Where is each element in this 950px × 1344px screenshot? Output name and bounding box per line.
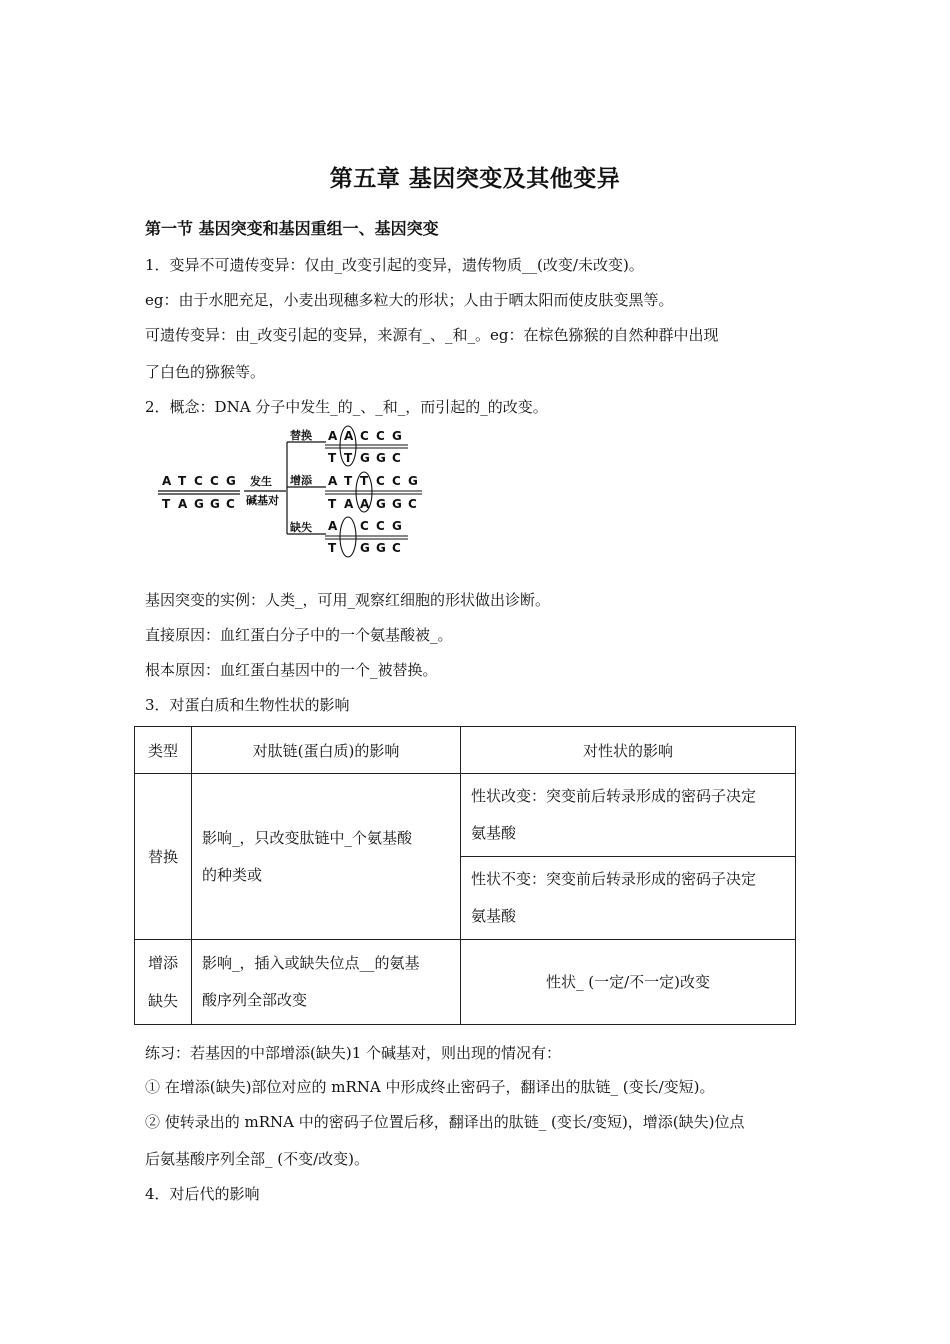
arrow-label: 碱基对 bbox=[246, 494, 279, 507]
base-letter: A bbox=[344, 497, 354, 511]
table-cell-trait: 性状_ (一定/不一定)改变 bbox=[461, 940, 796, 1025]
base-letter: T bbox=[360, 474, 369, 488]
mutation-diagram bbox=[150, 424, 430, 558]
cell-line: 氨基酸 bbox=[471, 907, 517, 925]
cell-line: 氨基酸 bbox=[471, 824, 517, 842]
branch-label: 替换 bbox=[290, 429, 312, 442]
text-line: 可遗传变异：由_改变引起的变异，来源有_、_和_。eg：在棕色猕猴的自然种群中出现 bbox=[145, 326, 719, 344]
base-letter: G bbox=[376, 541, 386, 555]
table-cell-trait bbox=[461, 857, 796, 940]
section-title: 第一节 基因突变和基因重组一、基因突变 bbox=[145, 219, 439, 238]
base-letter: A bbox=[328, 429, 338, 443]
base-letter: A bbox=[328, 519, 338, 533]
cell-line: 影响_，只改变肽链中_个氨基酸 bbox=[202, 828, 413, 847]
base-letter: C bbox=[392, 451, 401, 465]
cell-line: 缺失 bbox=[147, 992, 178, 1010]
base-letter: C bbox=[360, 429, 369, 443]
table-cell-trait bbox=[461, 774, 796, 857]
base-letter: T bbox=[344, 451, 353, 465]
chapter-title: 第五章 基因突变及其他变异 bbox=[329, 166, 621, 192]
table-header: 对肽链(蛋白质)的影响 bbox=[192, 727, 461, 774]
base-letter: G bbox=[194, 497, 204, 511]
base-letter: A bbox=[344, 429, 354, 443]
table-cell-chain bbox=[192, 940, 461, 1025]
base-letter: C bbox=[376, 474, 385, 488]
base-letter: C bbox=[408, 497, 417, 511]
text-line: 练习：若基因的中部增添(缺失)1 个碱基对，则出现的情况有： bbox=[145, 1044, 562, 1062]
arrow-label: 发生 bbox=[250, 475, 272, 488]
text-line: 直接原因：血红蛋白分子中的一个氨基酸被_。 bbox=[145, 626, 453, 644]
base-letter: T bbox=[328, 497, 337, 511]
base-letter: G bbox=[376, 451, 386, 465]
table-cell-chain bbox=[192, 774, 461, 940]
text-line: 后氨基酸序列全部_ (不变/改变)。 bbox=[145, 1150, 370, 1168]
table-row bbox=[135, 774, 796, 857]
base-letter: C bbox=[226, 497, 235, 511]
base-letter: T bbox=[178, 474, 187, 488]
cell-line: 性状不变：突变前后转录形成的密码子决定 bbox=[471, 870, 757, 888]
base-letter: A bbox=[360, 497, 370, 511]
base-letter: G bbox=[360, 541, 370, 555]
base-letter: C bbox=[376, 429, 385, 443]
base-letter: G bbox=[210, 497, 220, 511]
cell-line: 性状改变：突变前后转录形成的密码子决定 bbox=[471, 787, 757, 805]
text-line: 2．概念：DNA 分子中发生_的_、_和_，而引起的_的改变。 bbox=[145, 398, 548, 416]
text-line: 根本原因：血红蛋白基因中的一个_被替换。 bbox=[145, 661, 438, 679]
table-header: 对性状的影响 bbox=[461, 727, 796, 774]
mutation-circle bbox=[340, 517, 356, 557]
text-line: eg：由于水肥充足，小麦出现穗多粒大的形状；人由于晒太阳而使皮肤变黑等。 bbox=[145, 291, 674, 309]
base-letter: C bbox=[392, 474, 401, 488]
base-letter: T bbox=[328, 451, 337, 465]
base-letter: G bbox=[392, 497, 402, 511]
base-letter: G bbox=[376, 497, 386, 511]
branch-label: 增添 bbox=[290, 474, 312, 487]
base-letter: G bbox=[360, 451, 370, 465]
cell-line: 影响_，插入或缺失位点__的氨基 bbox=[202, 954, 420, 972]
table-cell-type: 替换 bbox=[135, 774, 192, 940]
base-letter: C bbox=[392, 541, 401, 555]
text-line: 4．对后代的影响 bbox=[145, 1185, 260, 1203]
base-letter: T bbox=[162, 497, 171, 511]
base-letter: G bbox=[392, 519, 402, 533]
base-letter: C bbox=[210, 474, 219, 488]
table-header: 类型 bbox=[135, 727, 192, 774]
text-line: 了白色的猕猴等。 bbox=[145, 363, 266, 381]
impact-table bbox=[134, 726, 796, 1025]
base-letter: G bbox=[392, 429, 402, 443]
cell-line: 酸序列全部改变 bbox=[202, 991, 308, 1009]
text-line: ① 在增添(缺失)部位对应的 mRNA 中形成终止密码子，翻译出的肽链_ (变长/变短)。 bbox=[145, 1078, 715, 1096]
base-letter: C bbox=[360, 519, 369, 533]
table-row bbox=[135, 940, 796, 1025]
base-letter: A bbox=[178, 497, 188, 511]
base-letter: G bbox=[408, 474, 418, 488]
base-letter: A bbox=[328, 474, 338, 488]
table-cell-type bbox=[135, 940, 192, 1025]
table-header-row bbox=[135, 727, 796, 774]
base-letter: T bbox=[328, 541, 337, 555]
text-line: 3．对蛋白质和生物性状的影响 bbox=[145, 696, 350, 714]
base-letter: C bbox=[194, 474, 203, 488]
cell-line: 增添 bbox=[147, 954, 178, 972]
base-letter: C bbox=[376, 519, 385, 533]
text-line: 1．变异不可遗传变异：仅由_改变引起的变异，遗传物质__(改变/未改变)。 bbox=[145, 256, 644, 274]
base-letter: A bbox=[162, 474, 172, 488]
text-line: ② 使转录出的 mRNA 中的密码子位置后移，翻译出的肽链_ (变长/变短)，增添(缺失)位点 bbox=[145, 1113, 745, 1131]
text-line: 基因突变的实例：人类_，可用_观察红细胞的形状做出诊断。 bbox=[145, 591, 551, 609]
cell-line: 的种类或 bbox=[202, 865, 263, 884]
base-letter: T bbox=[344, 474, 353, 488]
branch-label: 缺失 bbox=[290, 521, 312, 534]
base-letter: G bbox=[226, 474, 236, 488]
